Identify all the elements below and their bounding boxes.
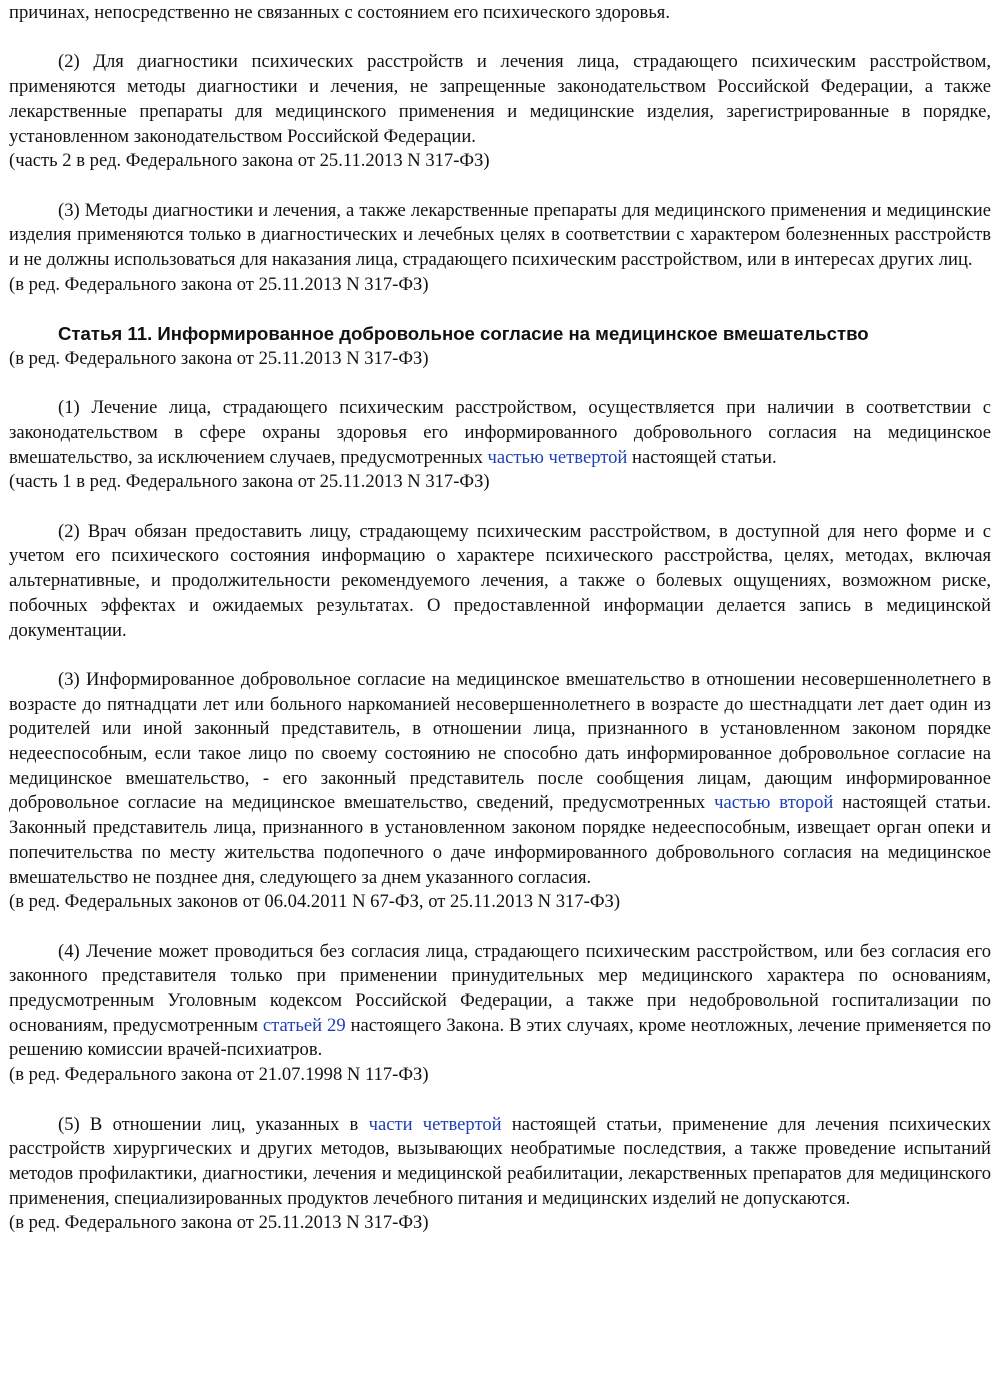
- article11-part4-text-b: настоящего Закона. В этих случаях, кроме неотложных, лечение применяется по решению комиссии врачей-психиатров.: [9, 1014, 992, 1061]
- article11-part5-note: (в ред. Федерального закона от 25.11.2013 N 317-ФЗ): [9, 1212, 429, 1234]
- article11-title-note: (в ред. Федерального закона от 25.11.2013 N 317-ФЗ): [9, 347, 429, 369]
- article11-part1-note: (часть 1 в ред. Федерального закона от 25.11.2013 N 317-ФЗ): [9, 471, 490, 493]
- spacer: [9, 372, 991, 397]
- article11-part3-text-b: настоящей статьи. Законный представитель лица, признанного в установленном законом порядке недееспособным, извещает орган опеки и попечительства по месту жительства подопечного о даче информированного добровольного согласия на медицинское вмешательство не позднее дня, следующего за днем указанного согласия.: [9, 792, 991, 888]
- link-part-two[interactable]: частью второй: [714, 792, 834, 814]
- spacer: [9, 297, 991, 322]
- link-part-four-ref[interactable]: части четвертой: [368, 1113, 502, 1135]
- article10-part2: (2) Для диагностики психических расстройств и лечения лица, страдающего психическим расстройством, применяются методы диагностики и лечения, не запрещенные законодательством Российской Федерации, а также лекарственные препараты для медицинского применения и медицинские изделия, зарегистрированные в порядке, установленном законодательством Российской Федерации.: [9, 51, 991, 147]
- spacer: [9, 174, 991, 199]
- article11-part2: (2) Врач обязан предоставить лицу, страдающему психическим расстройством, в доступной для него форме и с учетом его психического состояния информацию о характере психического расстройства, целях, методах, включая альтернативные, и продолжительности рекомендуемого лечения, а также о болевых ощущениях, возможном риске, побочных эффектах и ожидаемых результатах. О предоставленной информации делается запись в медицинской документации.: [9, 520, 991, 641]
- article10-part2-note: (часть 2 в ред. Федерального закона от 25.11.2013 N 317-ФЗ): [9, 150, 490, 172]
- link-article-29[interactable]: статьей 29: [262, 1014, 346, 1036]
- spacer: [9, 1088, 991, 1113]
- spacer: [9, 495, 991, 520]
- article11-part3-text-a: (3) Информированное добровольное согласие на медицинское вмешательство в отношении несовершеннолетнего в возрасте до пятнадцати лет или больного наркоманией несовершеннолетнего в возрасте до шестнадцати лет дает один из родителей или иной законный представитель, в отношении лица, признанного в установленном законом порядке недееспособным, если такое лицо по своему состоянию не способно дать информированное добровольное согласие на медицинское вмешательство, - его законный представитель после сообщения лицам, дающим информированное добровольное согласие на медицинское вмешательство, сведений, предусмотренных: [9, 668, 991, 814]
- spacer: [9, 643, 991, 668]
- article10-part3: (3) Методы диагностики и лечения, а также лекарственные препараты для медицинского применения и медицинские изделия применяются только в диагностических и лечебных целях в соответствии с характером болезненных расстройств и не должны использоваться для наказания лица, страдающего психическим расстройством, или в интересах других лиц.: [9, 199, 991, 270]
- article11-part4-text-a: (4) Лечение может проводиться без согласия лица, страдающего психическим расстройством, или без согласия его законного представителя только при применении принудительных мер медицинского характера по основаниям, предусмотренным Уголовным кодексом Российской Федерации, а также при недобровольной госпитализации по основаниям, предусмотренным: [9, 940, 991, 1036]
- article11-part1-text-b: настоящей статьи.: [627, 446, 777, 468]
- article11-title: Статья 11. Информированное добровольное согласие на медицинское вмешательство: [58, 323, 869, 345]
- article10-part3-note: (в ред. Федерального закона от 25.11.2013 N 317-ФЗ): [9, 273, 429, 295]
- article11-part5-text-a: (5) В отношении лиц, указанных в: [58, 1113, 369, 1135]
- article11-part3: [9, 668, 991, 890]
- article11-part4-note: (в ред. Федерального закона от 21.07.1998 N 117-ФЗ): [9, 1064, 429, 1086]
- article11-part5: [9, 1113, 991, 1212]
- article11-part4: [9, 940, 991, 1064]
- article11-part1: [9, 396, 991, 470]
- article11-part5-text-b: настоящей статьи, применение для лечения психических расстройств хирургических и других методов, вызывающих необратимые последствия, а также проведение испытаний методов профилактики, диагностики, лечения и медицинской реабилитации, лекарственных препаратов для медицинского применения, специализированных продуктов лечебного питания и медицинских изделий не допускаются.: [9, 1113, 991, 1209]
- spacer: [9, 915, 991, 940]
- article11-part1-text-a: (1) Лечение лица, страдающего психическим расстройством, осуществляется при наличии в соответствии с законодательством в сфере охраны здоровья его информированного добровольного согласия на медицинское вмешательство, за исключением случаев, предусмотренных: [9, 397, 991, 468]
- article11-part3-note: (в ред. Федеральных законов от 06.04.2011 N 67-ФЗ, от 25.11.2013 N 317-ФЗ): [9, 891, 621, 913]
- spacer: [9, 26, 991, 51]
- link-part-four[interactable]: частью четвертой: [487, 446, 628, 468]
- intro-tail: причинах, непосредственно не связанных с состоянием его психического здоровья.: [9, 2, 671, 23]
